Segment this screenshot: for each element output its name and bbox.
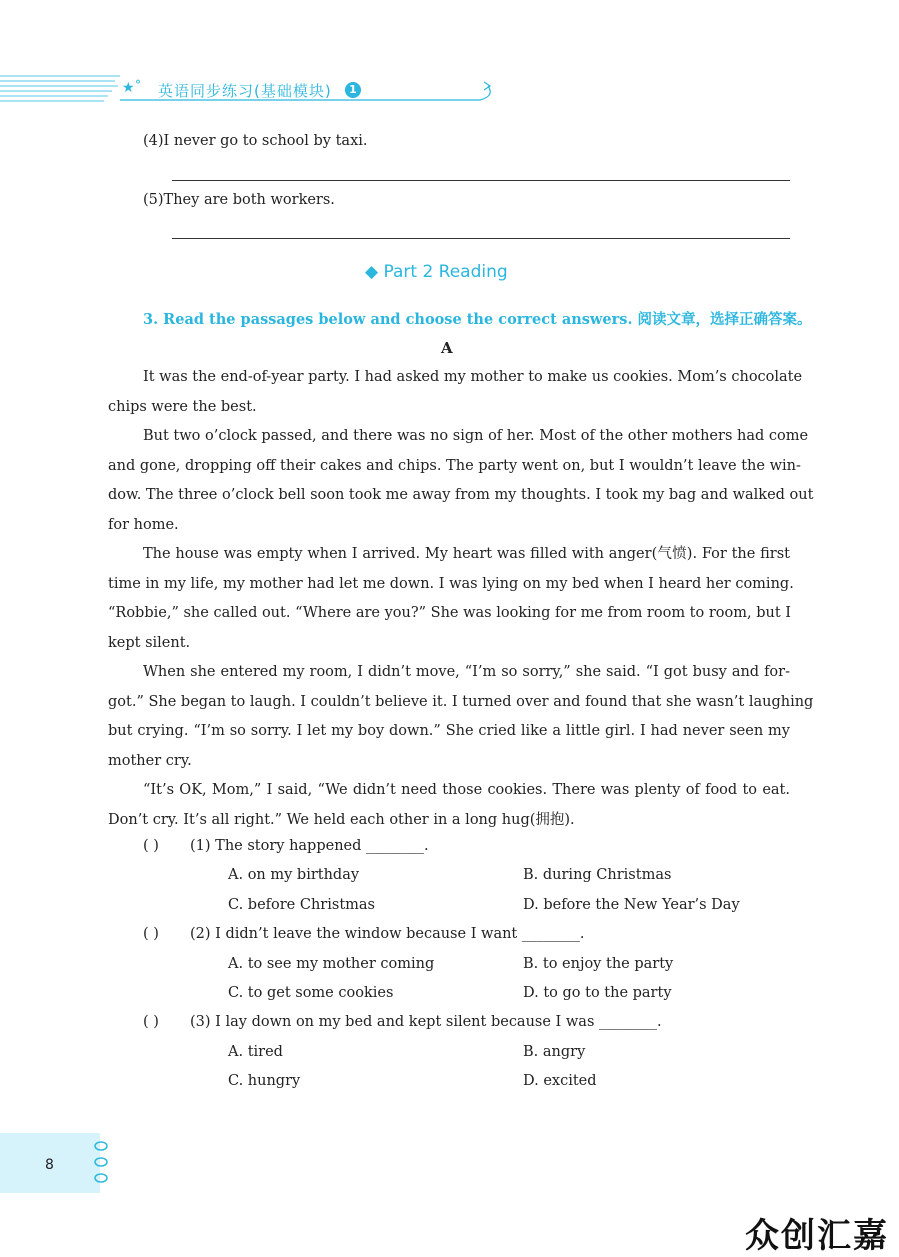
part-title: ◆ Part 2 Reading xyxy=(365,262,508,282)
option-b[interactable]: B. during Christmas xyxy=(523,867,672,883)
paragraph-2: But two o’clock passed, and there was no sign of her. Most of the other mothers had come and gone, dropping off their cakes and chips. The party went on, but I wouldn’t leave the win- dow. The three o’clock bell soon took me away from my thoughts. I took my bag and walked out for home. xyxy=(108,428,814,533)
volume-badge: 1 xyxy=(345,82,361,98)
option-b[interactable]: B. angry xyxy=(523,1044,586,1060)
answer-line xyxy=(172,180,790,181)
paragraph-3: The house was empty when I arrived. My heart was filled with anger(气愤). For the first time in my life, my mother had let me down. I was lying on my bed when I heard her coming. “Robbie,” she called out. “Where are you?” She was looking for me from room to room, but I kept silent. xyxy=(108,546,794,651)
option-c[interactable]: C. to get some cookies xyxy=(228,985,394,1001)
watermark-logo: 众创汇嘉 xyxy=(745,1216,889,1256)
option-a[interactable]: A. to see my mother coming xyxy=(228,956,435,972)
exercise-item-5: (5)They are both workers. xyxy=(143,192,335,208)
page-number: 8 xyxy=(45,1157,54,1173)
question-3: (3) I lay down on my bed and kept silent because I was ________. xyxy=(190,1014,662,1030)
option-c[interactable]: C. before Christmas xyxy=(228,897,375,913)
star-icon: ★˚ xyxy=(122,80,142,96)
option-a[interactable]: A. tired xyxy=(228,1044,283,1060)
answer-blank[interactable]: ( ) xyxy=(143,926,159,942)
option-d[interactable]: D. before the New Year’s Day xyxy=(523,897,740,913)
instruction: 3. Read the passages below and choose the correct answers. 阅读文章，选择正确答案。 xyxy=(143,311,812,328)
answer-blank[interactable]: ( ) xyxy=(143,838,159,854)
paragraph-5: “It’s OK, Mom,” I said, “We didn’t need those cookies. There was plenty of food to eat. Don’t cry. It’s all right.” We held each other in a long hug(拥抱). xyxy=(108,782,790,828)
question-2: (2) I didn’t leave the window because I want ________. xyxy=(190,926,585,942)
option-a[interactable]: A. on my birthday xyxy=(228,867,360,883)
question-1: (1) The story happened ________. xyxy=(190,838,429,854)
option-d[interactable]: D. excited xyxy=(523,1073,597,1089)
paragraph-1: It was the end-of-year party. I had asked my mother to make us cookies. Mom’s chocolate chips were the best. xyxy=(108,369,803,415)
page-decoration xyxy=(92,1138,110,1186)
option-d[interactable]: D. to go to the party xyxy=(523,985,672,1001)
answer-line xyxy=(172,238,790,239)
passage-label: A xyxy=(441,339,453,357)
exercise-item-4: (4)I never go to school by taxi. xyxy=(143,133,368,149)
header-title: 英语同步练习(基础模块) xyxy=(158,82,332,100)
option-b[interactable]: B. to enjoy the party xyxy=(523,956,674,972)
option-c[interactable]: C. hungry xyxy=(228,1073,301,1089)
answer-blank[interactable]: ( ) xyxy=(143,1014,159,1030)
paragraph-4: When she entered my room, I didn’t move, “I’m so sorry,” she said. “I got busy and for- got.” She began to laugh. I couldn’t believe it. I turned over and found that she wasn’t laughing but crying. “I’m so sorry. I let my boy down.” She cried like a little girl. I had never seen my mother cry. xyxy=(108,664,814,769)
